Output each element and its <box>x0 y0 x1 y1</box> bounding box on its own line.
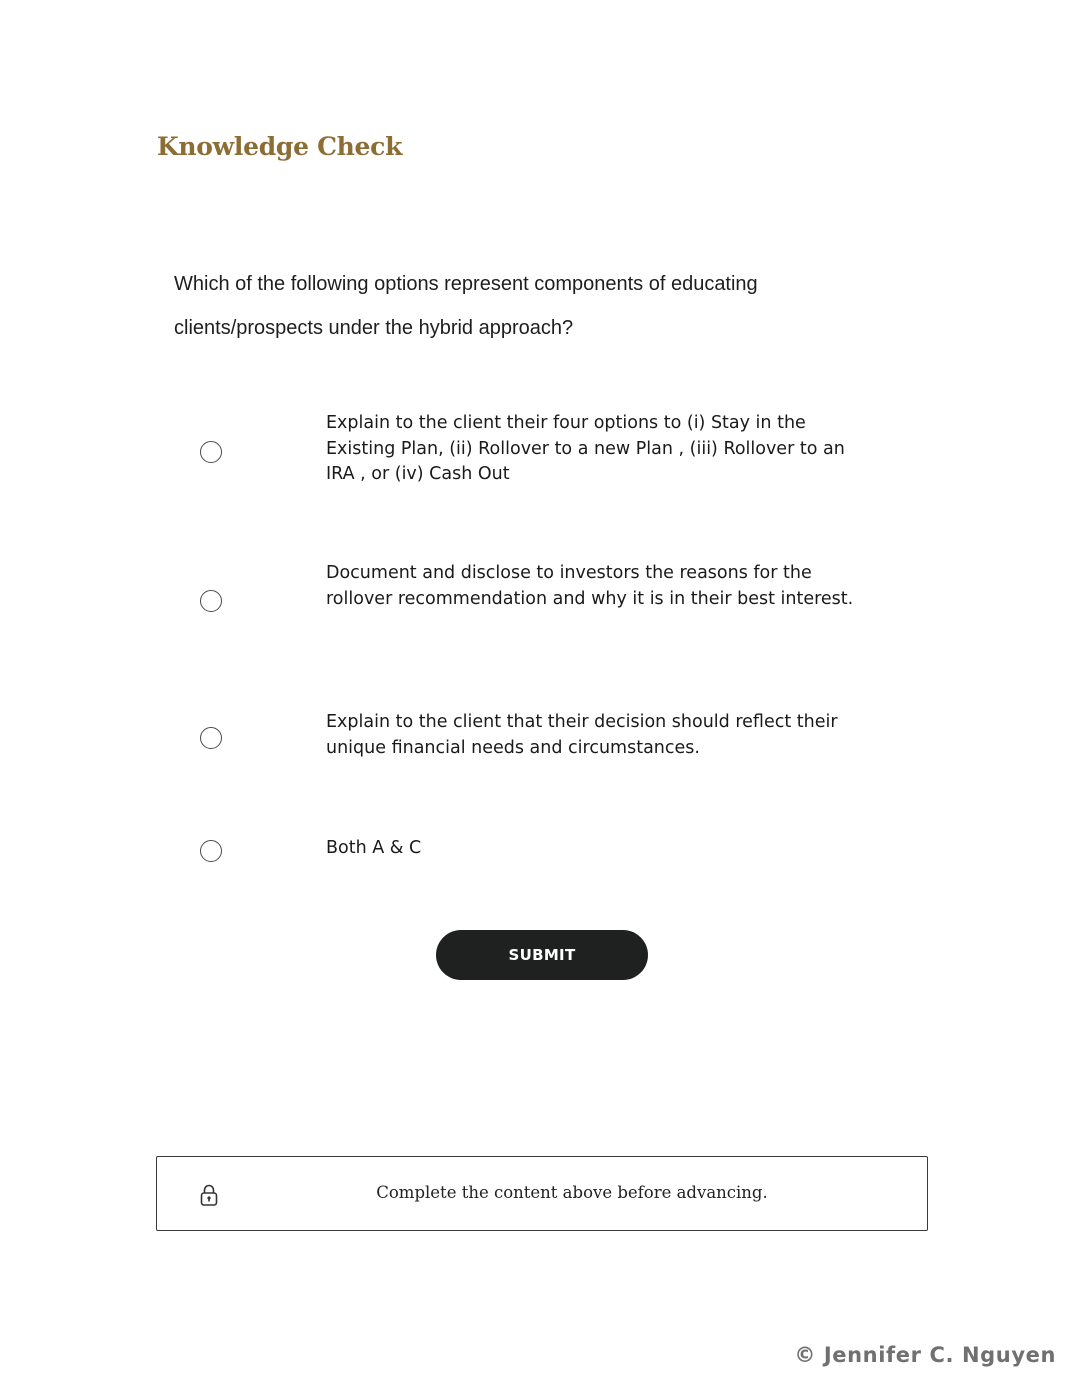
answer-option-label: Document and disclose to investors the reasons for the rollover recommendation and why it is in their best interest. <box>326 563 854 609</box>
continue-lock-bar <box>156 1156 928 1231</box>
submit-button[interactable]: SUBMIT <box>436 930 648 980</box>
answer-option-label: Both A & C <box>326 838 422 858</box>
radio-button-b[interactable] <box>200 590 222 612</box>
lock-message: Complete the content above before advancing. <box>376 1183 768 1202</box>
radio-button-d[interactable] <box>200 840 222 862</box>
radio-button-a[interactable] <box>200 441 222 463</box>
radio-button-c[interactable] <box>200 727 222 749</box>
copyright-watermark: © Jennifer C. Nguyen <box>794 1343 1056 1367</box>
question-text: Which of the following options represent components of educating clients/prospects under the hybrid approach? <box>174 273 758 339</box>
page-title: Knowledge Check <box>157 132 403 161</box>
answer-option-label: Explain to the client that their decision should reflect their unique financial needs and circumstances. <box>326 712 838 758</box>
answer-option-label: Explain to the client their four options to (i) Stay in the Existing Plan, (ii) Rollover to a new Plan , (iii) Rollover to an IRA , or (iv) Cash Out <box>326 413 845 484</box>
